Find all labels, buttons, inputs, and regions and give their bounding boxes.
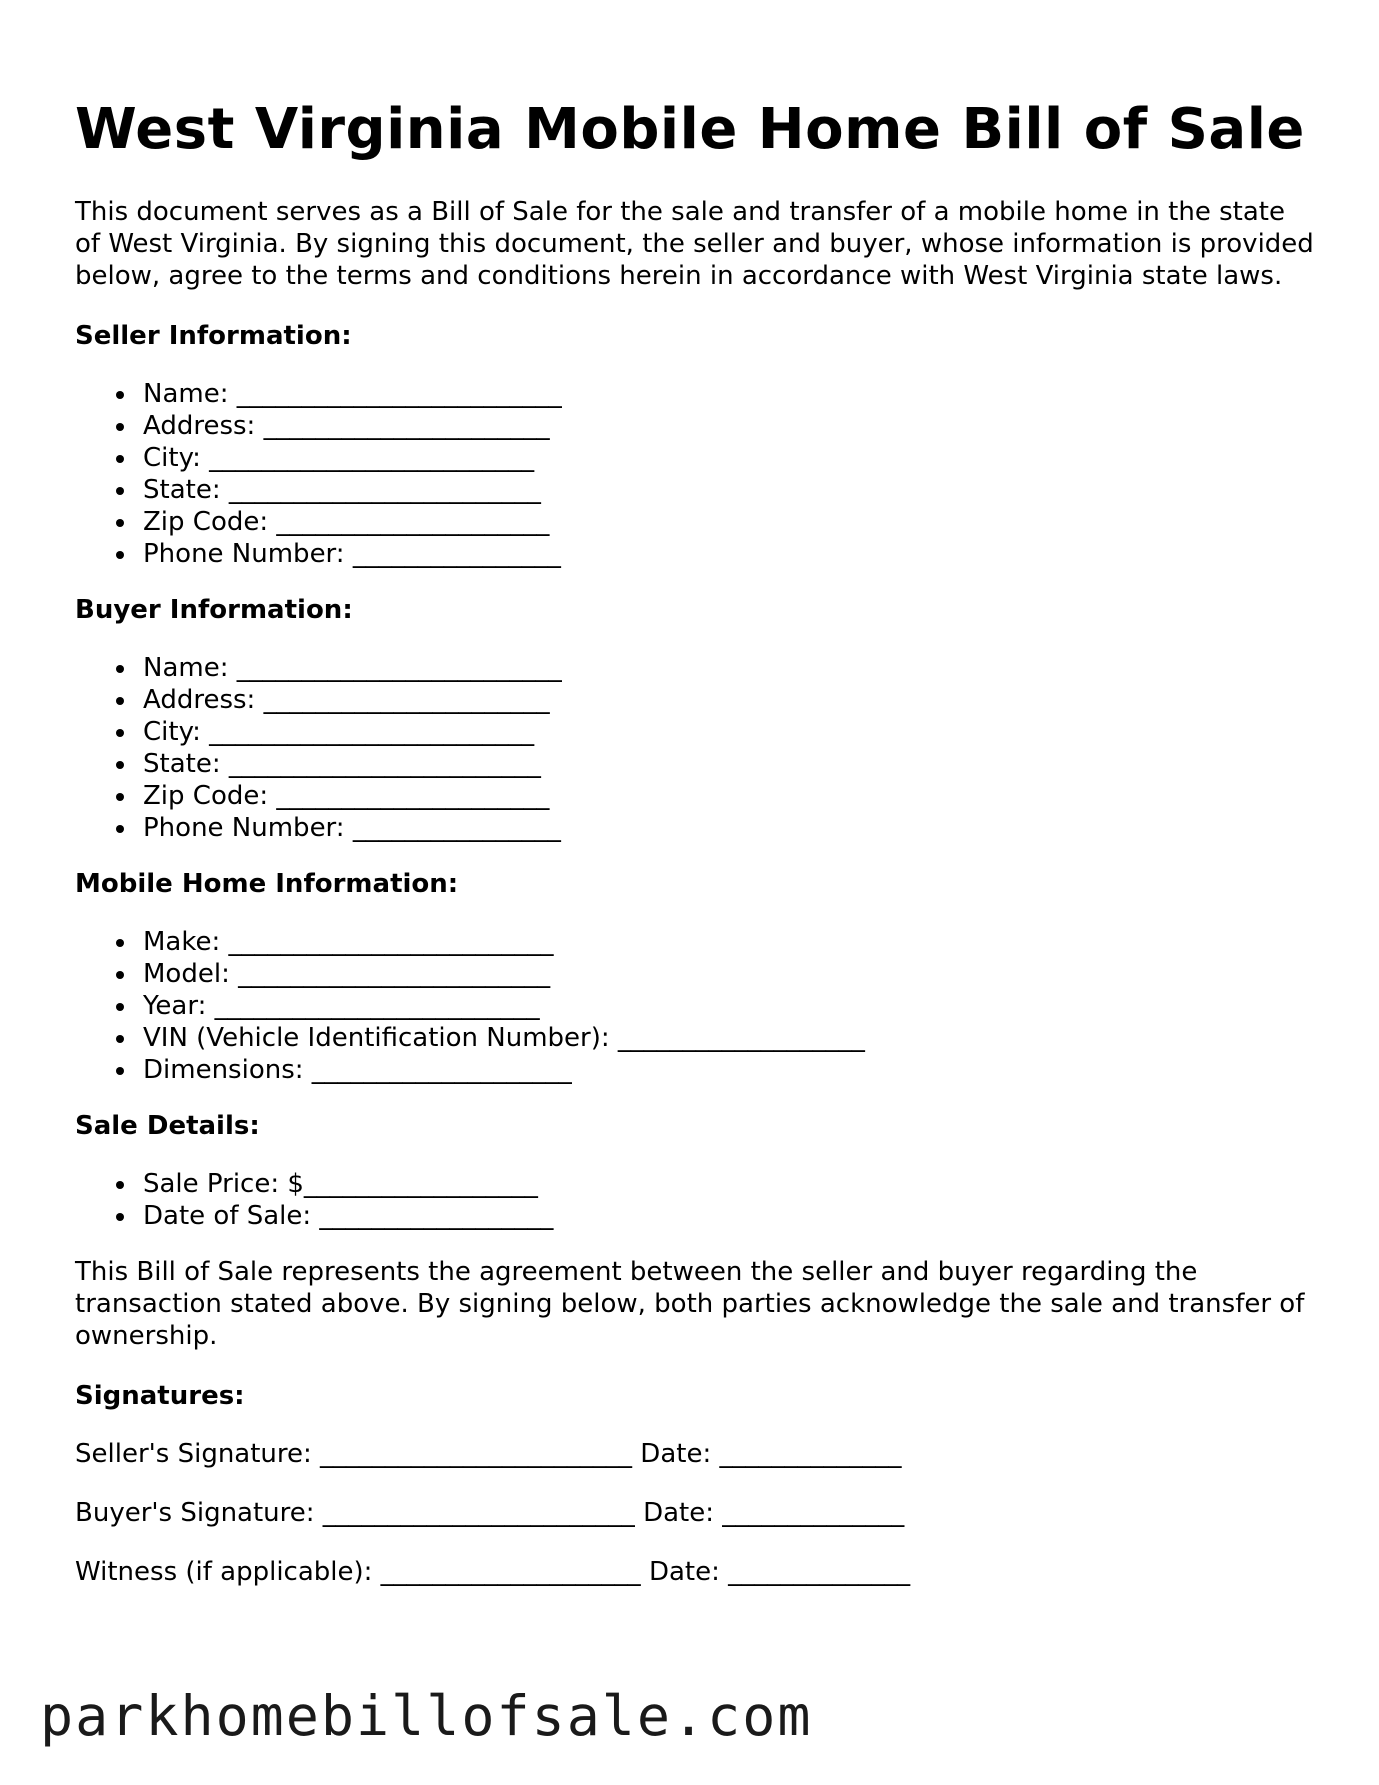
year-field: Year: _________________________ [143,990,1315,1022]
mobile-home-list [75,926,1315,1086]
agreement-paragraph: This Bill of Sale represents the agreement between the seller and buyer regarding the transaction stated above. By signing below, both parties acknowledge the sale and transfer of ownership. [75,1257,1305,1351]
sale-price-field: Sale Price: $__________________ [143,1168,1315,1200]
seller-signature-line: Seller's Signature: ________________________ Date: ______________ [75,1439,902,1469]
buyer-city-field: City: _________________________ [143,716,1315,748]
seller-address-field: Address: ______________________ [143,410,1315,442]
make-field: Make: _________________________ [143,926,1315,958]
signatures-heading: Signatures: [75,1381,245,1411]
seller-name-field: Name: _________________________ [143,378,1315,410]
buyer-zip-field: Zip Code: _____________________ [143,780,1315,812]
model-field: Model: ________________________ [143,958,1315,990]
sale-details-heading: Sale Details: [75,1111,260,1141]
document-content [75,88,1315,1615]
buyer-signature-line: Buyer's Signature: ________________________ Date: ______________ [75,1498,905,1528]
witness-signature-line: Witness (if applicable): ____________________ Date: ______________ [75,1557,911,1587]
sale-details-list [75,1168,1315,1232]
buyer-address-field: Address: ______________________ [143,684,1315,716]
buyer-heading: Buyer Information: [75,595,353,625]
buyer-list [75,652,1315,844]
buyer-state-field: State: ________________________ [143,748,1315,780]
site-watermark: parkhomebillofsale.com [40,1684,813,1748]
vin-field: VIN (Vehicle Identification Number): ___________________ [143,1022,1315,1054]
seller-zip-field: Zip Code: _____________________ [143,506,1315,538]
seller-city-field: City: _________________________ [143,442,1315,474]
seller-heading: Seller Information: [75,321,352,351]
seller-phone-field: Phone Number: ________________ [143,538,1315,570]
seller-state-field: State: ________________________ [143,474,1315,506]
date-of-sale-field: Date of Sale: __________________ [143,1200,1315,1232]
dimensions-field: Dimensions: ____________________ [143,1054,1315,1086]
document-title: West Virginia Mobile Home Bill of Sale [75,97,1305,162]
mobile-home-heading: Mobile Home Information: [75,869,459,899]
buyer-phone-field: Phone Number: ________________ [143,812,1315,844]
intro-paragraph: This document serves as a Bill of Sale for the sale and transfer of a mobile home in the state of West Virginia. By signing this document, the seller and buyer, whose information is provided below, agree to the terms and conditions herein in accordance with West Virginia state laws. [75,197,1314,291]
seller-list [75,378,1315,570]
buyer-name-field: Name: _________________________ [143,652,1315,684]
